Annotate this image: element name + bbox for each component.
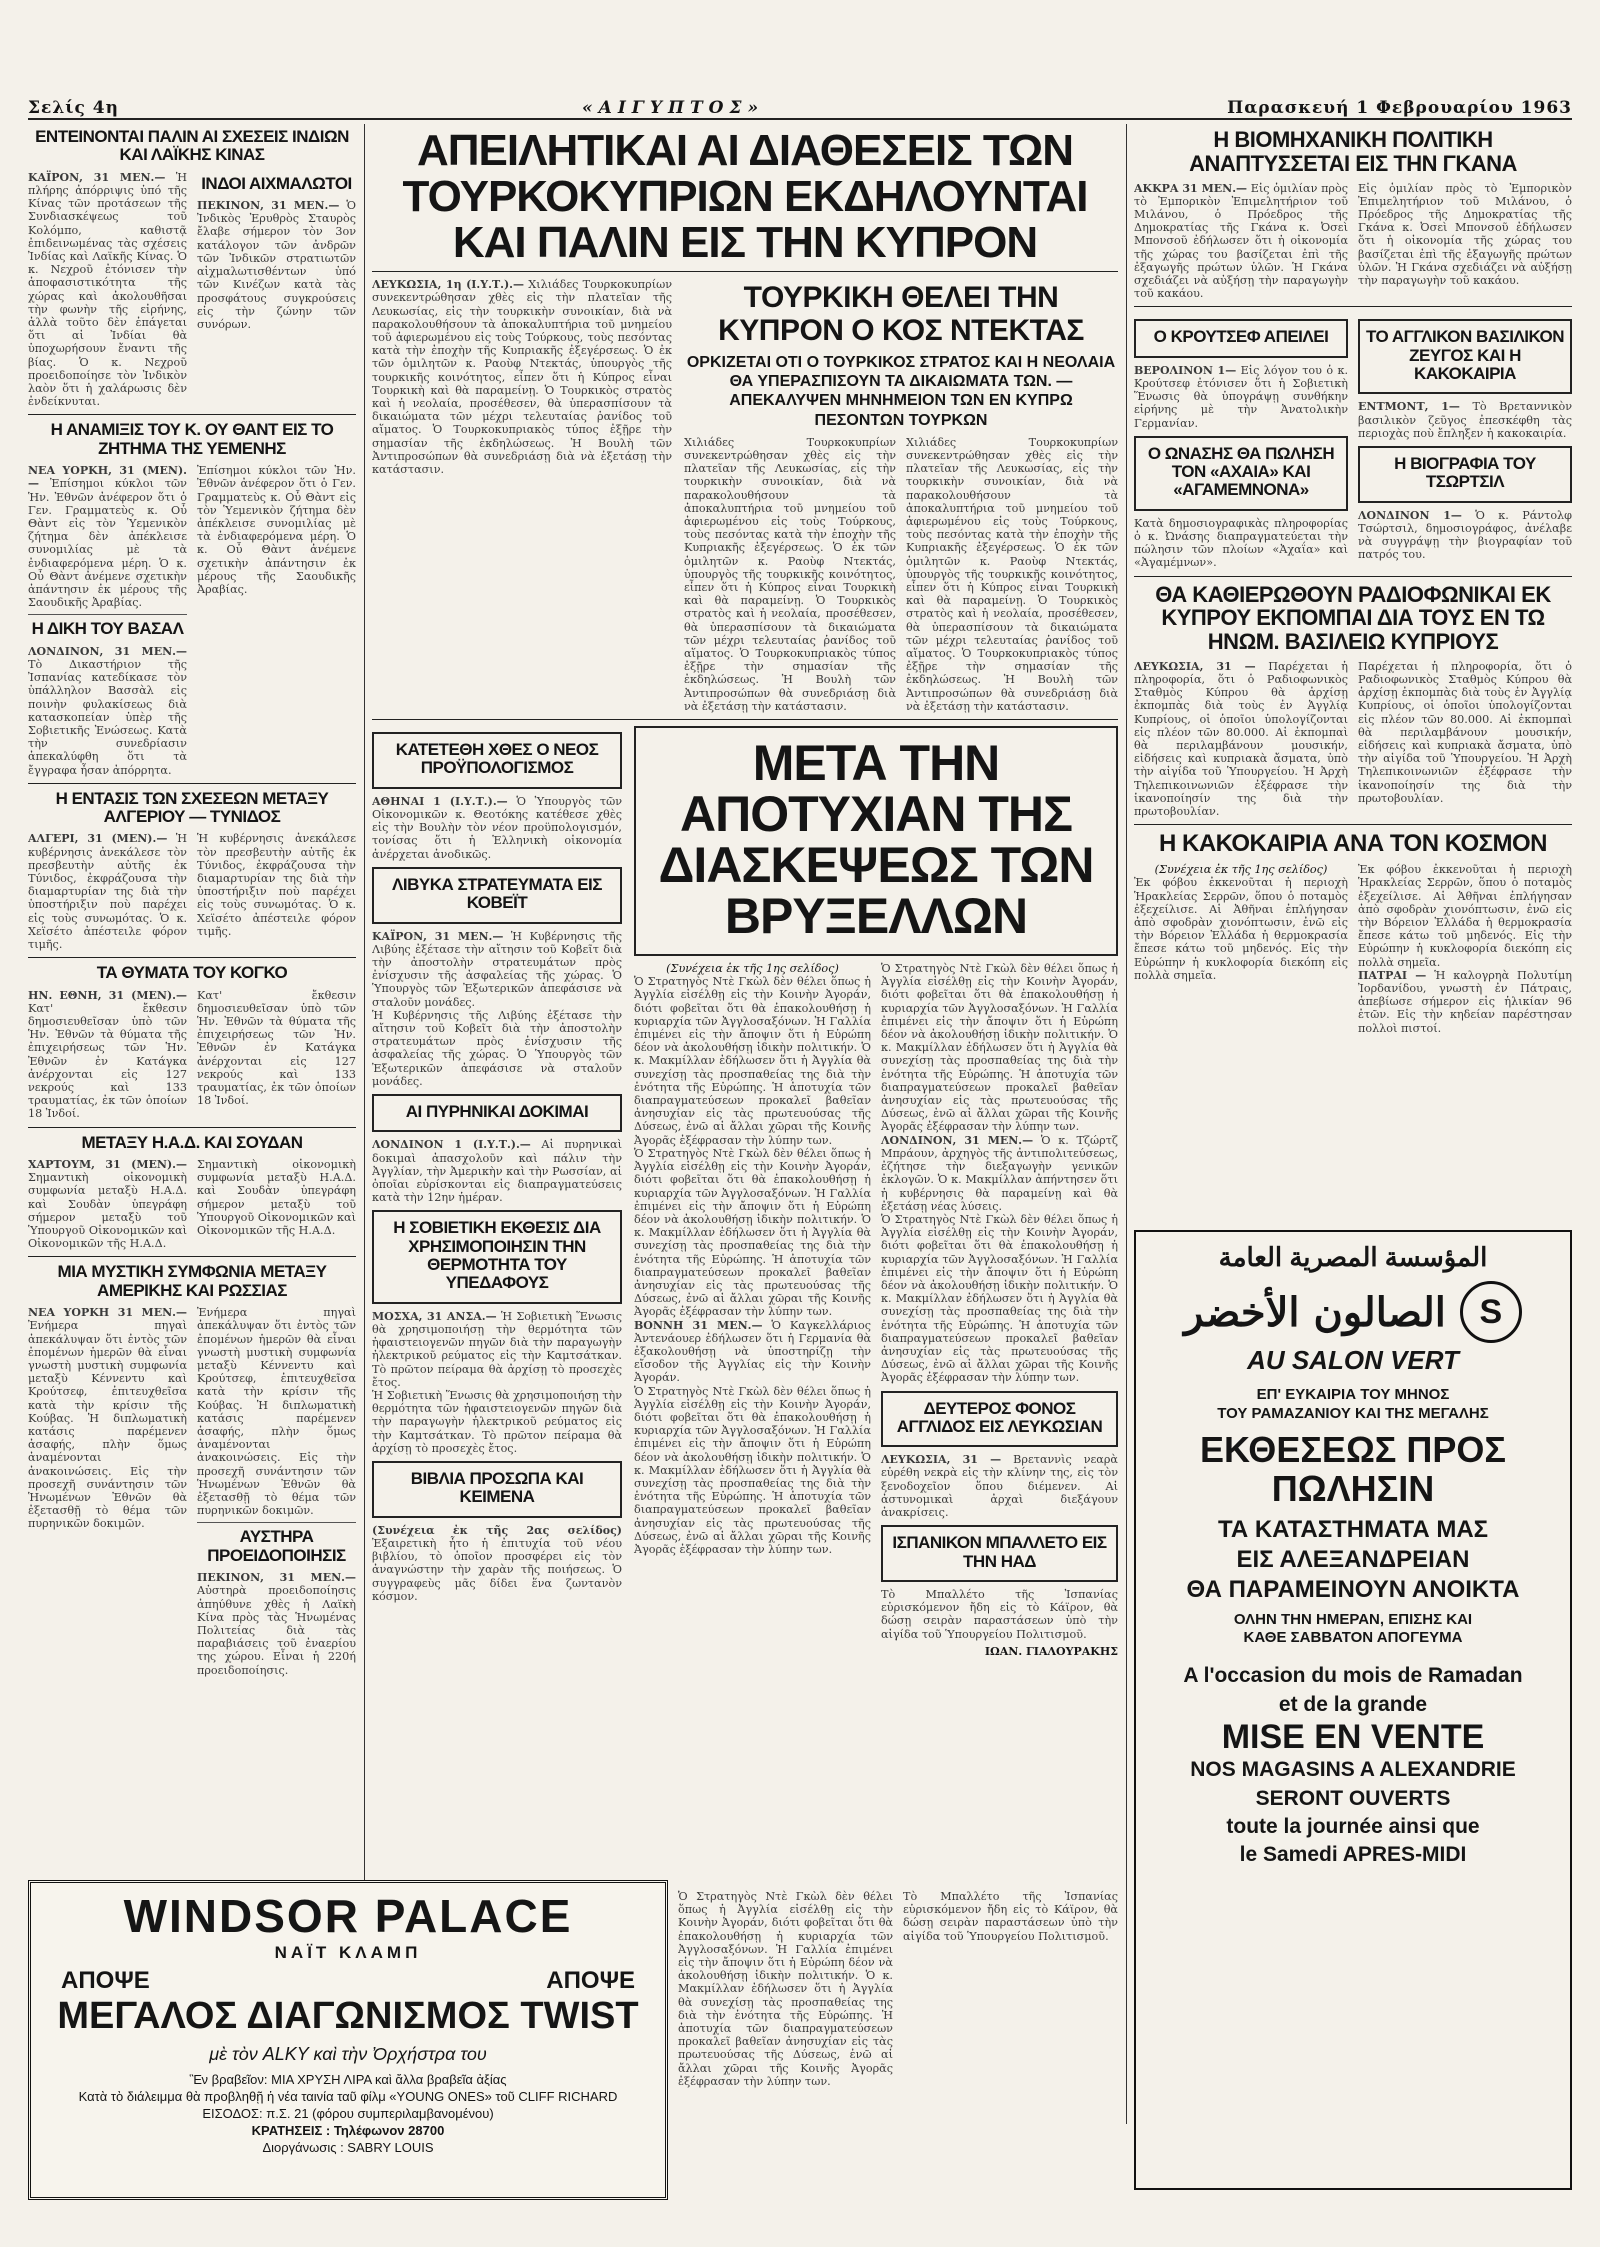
salon-emblem-icon: S	[1460, 1281, 1522, 1343]
divider	[1134, 824, 1572, 825]
article-body: Ὁ Στρατηγὸς Ντὲ Γκὼλ δὲν θέλει ὅπως ἡ Ἀγγλία εἰσέλθῃ εἰς τὴν Κοινὴν Ἀγοράν, διότι φοβεῖται ὅτι θὰ ἐπακολουθήσῃ ἡ κυριαρχία τῶν Ἀγγλοσαξόνων. Ἡ Γαλλία ἐπιμένει εἰς τὴν ἄποψιν ὅτι ἡ Εὐρώπη δέον νὰ ἀκολουθήσῃ ἰδικὴν πολιτικήν. Ὁ κ. Μακμίλλαν ἐδήλωσεν ὅτι ἡ Ἀγγλία θὰ συνεχίσῃ τὰς προσπαθείας της διὰ τὴν ἑνότητα τῆς Εὐρώπης. Ἡ ἀποτυχία τῶν διαπραγματεύσεων προκαλεῖ βαθεῖαν ἀνησυχίαν εἰς τὰς πρωτευούσας τῆς Δύσεως, ἐνῶ αἱ ἄλλαι χῶραι τῆς Κοινῆς Ἀγορᾶς ἐξέφρασαν τὴν λύπην των.	[634, 975, 871, 1147]
ad-french-text: toute la journée ainsi que	[1226, 1814, 1480, 1838]
divider	[1134, 576, 1572, 577]
headline: Η ΔΙΚΗ ΤΟΥ ΒΑΣΑΛ	[31, 619, 184, 639]
issue-date: Παρασκευή 1 Φεβρουαρίου 1963	[1227, 98, 1572, 118]
headline: Η ΒΙΟΓΡΑΦΙΑ ΤΟΥ ΤΣΩΡΤΣΙΛ	[1394, 454, 1536, 492]
lead-headline: ΑΠΕΙΛΗΤΙΚΑΙ ΑΙ ΔΙΑΘΕΣΕΙΣ ΤΩΝ ΤΟΥΡΚΟΚΥΠΡΙΩΝ ΕΚΔΗΛΟΥΝΤΑΙ ΚΑΙ ΠΑΛΙΝ ΕΙΣ ΤΗΝ ΚΥΠΡΟΝ	[402, 126, 1088, 267]
page-number: Σελίς 4η	[28, 98, 119, 118]
headline: ΤΟ ΑΓΓΛΙΚΟΝ ΒΑΣΙΛΙΚΟΝ ΖΕΥΓΟΣ ΚΑΙ Η ΚΑΚΟΚΑΙΡΙΑ	[1365, 327, 1565, 384]
sub-headline: ΤΟΥΡΚΙΚΗ ΘΕΛΕΙ ΤΗΝ ΚΥΠΡΟΝ Ο ΚΟΣ ΝΤΕΚΤΑΣ	[718, 281, 1084, 347]
ad-brand: AU SALON VERT	[1247, 1345, 1459, 1375]
headline: ΙΣΠΑΝΙΚΟΝ ΜΠΑΛΛΕΤΟ ΕΙΣ ΤΗΝ ΗΑΔ	[892, 1533, 1107, 1571]
newspaper-page	[28, 0, 1572, 2247]
headline: Ο ΩΝΑΣΗΣ ΘΑ ΠΩΛΗΣΗ ΤΟΝ «ΑΧΑΙΑ» ΚΑΙ «ΑΓΑΜΕΜΝΟΝΑ»	[1147, 443, 1335, 500]
ad-text: ΤΟΥ ΡΑΜΑΖΑΝΙΟΥ ΚΑΙ ΤΗΣ ΜΕΓΑΛΗΣ	[1217, 1404, 1489, 1422]
article-body: Ὁ Στρατηγὸς Ντὲ Γκὼλ δὲν θέλει ὅπως ἡ Ἀγγλία εἰσέλθῃ εἰς τὴν Κοινὴν Ἀγοράν, διότι φοβεῖται ὅτι θὰ ἐπακολουθήσῃ ἡ κυριαρχία τῶν Ἀγγλοσαξόνων. Ἡ Γαλλία ἐπιμένει εἰς τὴν ἄποψιν ὅτι ἡ Εὐρώπη δέον νὰ ἀκολουθήσῃ ἰδικὴν πολιτικήν. Ὁ κ. Μακμίλλαν ἐδήλωσεν ὅτι ἡ Ἀγγλία θὰ συνεχίσῃ τὰς προσπαθείας της διὰ τὴν ἑνότητα τῆς Εὐρώπης. Ἡ ἀποτυχία τῶν διαπραγματεύσεων προκαλεῖ βαθεῖαν ἀνησυχίαν εἰς τὰς πρωτευούσας τῆς Δύσεως, ἐνῶ αἱ ἄλλαι χῶραι τῆς Κοινῆς Ἀγορᾶς ἐξέφρασαν τὴν λύπην των.	[881, 1212, 1118, 1385]
dateline: ΛΟΝΔΙΝΟΝ, 31 ΜΕΝ.—	[28, 644, 187, 658]
headline: Ο ΚΡΟΥΤΣΕΦ ΑΠΕΙΛΕΙ	[1153, 327, 1329, 347]
article-body: Τὸ Μπαλλέτο τῆς Ἰσπανίας εὑρισκόμενον ἤδη εἰς τὸ Κάϊρον, θὰ δώσῃ σειρὰν παραστάσεων ὑπὸ τὴν αἰγίδα τοῦ Ὑπουργείου Πολιτισμοῦ.	[881, 1588, 1118, 1641]
headline: ΚΑΤΕΤΕΘΗ ΧΘΕΣ Ο ΝΕΟΣ ΠΡΟΫΠΟΛΟΓΙΣΜΟΣ	[395, 740, 599, 778]
ad-entry-price: ΕΙΣΟΔΟΣ: π.Σ. 21 (φόρου συμπεριλαμβανομένου)	[202, 2106, 494, 2122]
article-body: ΠΕΚΙΝΟΝ, 31 ΜΕΝ.— Αὐστηρὰ προειδοποίησις ἀπηύθυνε χθὲς ἡ Λαϊκὴ Κίνα πρὸς τὰς Ἡνωμένας Πολιτείας διὰ τὰς παραβιάσεις τοῦ ἐναερίου της χώρου. Εἶναι ἡ 220ή προειδοποίησις.	[197, 1571, 356, 1677]
salon-vert-ad	[1134, 1230, 1572, 2190]
column-rule	[364, 124, 365, 2124]
brussels-article	[634, 726, 1118, 1658]
column-rule	[1126, 124, 1127, 2124]
dateline: ΚΑΪΡΟΝ, 31 ΜΕΝ.—	[28, 170, 166, 184]
ad-venue-name: WINDSOR PALACE	[123, 1890, 573, 1942]
dateline: ΛΟΝΔΙΝΟΝ, 31 ΜΕΝ.—	[881, 1133, 1034, 1147]
article-body: ΜΟΣΧΑ, 31 ΑΝΣΑ.— Ἡ Σοβιετικὴ Ἕνωσις θὰ χρησιμοποιήσῃ τὴν θερμότητα τῶν ἡφαιστειογενῶν πηγῶν διὰ τὴν παραγωγὴν ἠλεκτρικοῦ ρεύματος εἰς τὴν Καμτσάτκαν. Τὸ πρῶτον πείραμα θὰ ἀρχίσῃ τὸ προσεχὲς ἔτος.	[372, 1309, 622, 1389]
article-body: Ἡ κυβέρνησις ἀνεκάλεσε τὸν πρεσβευτὴν αὐτῆς ἐκ Τύνιδος, ἐκφράζουσα τὴν διαμαρτυρίαν της διὰ τὴν ὑποστήριξιν ποὺ παρέχει εἰς τοὺς συνωμότας. Ὁ κ. Χεϊσέτο ἀπέστειλε φόρον τιμῆς.	[197, 832, 356, 938]
article	[28, 171, 356, 409]
masthead	[28, 96, 1572, 120]
column-left	[28, 124, 356, 2014]
dateline: ΠΑΤΡΑΙ —	[1358, 968, 1427, 982]
article-body: ΛΕΥΚΩΣΙΑ, 1η (Ι.Υ.Τ.).— Χιλιάδες Τουρκοκυπρίων συνεκεντρώθησαν χθὲς εἰς τὴν πλατεῖαν τῆς Λευκωσίας, εἰς τὴν τουρκικὴν συνοικίαν, διὰ νὰ παρακολουθήσουν τὰ ἀποκαλυπτήρια τοῦ μνημείου τοῦ ἀφιερωμένου εἰς τοὺς Τούρκους, τοὺς πεσόντας κατὰ τὴν ἐποχὴν τῆς Κυπριακῆς ἐξεγέρσεως. Ὁ ἐκ τῶν ὁμιλητῶν κ. Ραοὺφ Ντεκτάς, ὑπουργὸς τῆς τουρκικῆς κοινότητος, εἶπεν ὅτι ἡ Κύπρος εἶναι Τουρκικὴ καὶ θὰ παραμείνῃ. Ὁ Τουρκικὸς στρατὸς καὶ ἡ νεολαία, προσέθεσεν, θὰ ὑπερασπίσουν τὰ δικαιώματα τῶν μέχρι τελευταίας ῥανίδος τοῦ αἵματος. Ὁ Τουρκοκυπριακὸς τύπος ἐξῇρε τὴν σημασίαν τῆς ἐκδηλώσεως. Ἡ Βουλὴ τῶν Ἀντιπροσώπων θὰ συνεδριάσῃ διὰ νὰ ἐξετάσῃ τὴν κατάστασιν.	[372, 278, 673, 477]
article	[28, 989, 356, 1121]
divider	[1134, 306, 1572, 307]
article-body: ΛΕΥΚΩΣΙΑ, 31 — Βρεταννὶς νεαρὰ εὑρέθη νεκρὰ εἰς τὴν κλίνην της, εἰς τὸν ξενοδοχεῖον ὅπου διέμενεν. Αἱ ἀστυνομικαὶ ἀρχαὶ διεξάγουν ἀνακρίσεις.	[881, 1453, 1118, 1520]
article	[1134, 863, 1572, 1035]
divider	[372, 719, 1118, 720]
article-body: Χιλιάδες Τουρκοκυπρίων συνεκεντρώθησαν χθὲς εἰς τὴν πλατεῖαν τῆς Λευκωσίας, εἰς τὴν τουρκικὴν συνοικίαν, διὰ νὰ παρακολουθήσουν τὰ ἀποκαλυπτήρια τοῦ μνημείου τοῦ ἀφιερωμένου εἰς τοὺς Τούρκους, τοὺς πεσόντας κατὰ τὴν ἐποχὴν τῆς Κυπριακῆς ἐξεγέρσεως. Ὁ ἐκ τῶν ὁμιλητῶν κ. Ραοὺφ Ντεκτάς, ὑπουργὸς τῆς τουρκικῆς κοινότητος, εἶπεν ὅτι ἡ Κύπρος εἶναι Τουρκικὴ καὶ θὰ παραμείνῃ. Ὁ Τουρκικὸς στρατὸς καὶ ἡ νεολαία, προσέθεσεν, θὰ ὑπερασπίσουν τὰ δικαιώματα τῶν μέχρι τελευταίας ῥανίδος τοῦ αἵματος. Ὁ Τουρκοκυπριακὸς τύπος ἐξῇρε τὴν σημασίαν τῆς ἐκδηλώσεως. Ἡ Βουλὴ τῶν Ἀντιπροσώπων θὰ συνεδριάσῃ διὰ νὰ ἐξετάσῃ τὴν κατάστασιν.	[906, 435, 1118, 713]
headline: ΕΝΤΕΙΝΟΝΤΑΙ ΠΑΛΙΝ ΑΙ ΣΧΕΣΕΙΣ ΙΝΔΙΩΝ ΚΑΙ ΛΑΪΚΗΣ ΚΙΝΑΣ	[35, 127, 349, 165]
ad-organizer: Διοργάνωσις : SABRY LOUIS	[262, 2139, 434, 2155]
article-body: Παρέχεται ἡ πληροφορία, ὅτι ὁ Ραδιοφωνικὸς Σταθμὸς Κύπρου θὰ ἀρχίσῃ ἐκπομπὰς διὰ τοὺς ἐν Ἀγγλίᾳ Κυπρίους, οἱ ὁποῖοι ὑπολογίζονται εἰς πλέον τῶν 80.000. Αἱ ἐκπομπαὶ θὰ περιλαμβάνουν μουσικήν, εἰδήσεις καὶ κυπριακὰ ἄσματα, ὑπὸ τὴν αἰγίδα τοῦ Ὑπουργείου. Ἡ Ἀρχὴ Τηλεπικοινωνιῶν ἐξέφρασε τὴν ἱκανοποίησίν της διὰ τὴν πρωτοβουλίαν.	[1358, 659, 1572, 805]
dateline: ΒΟΝΝΗ 31 ΜΕΝ.—	[634, 1318, 763, 1332]
dateline: ΑΛΓΕΡΙ, 31 (ΜΕΝ).—	[28, 832, 168, 846]
article-pair	[1134, 313, 1572, 569]
headline: Η ΣΟΒΙΕΤΙΚΗ ΕΚΘΕΣΙΣ ΔΙΑ ΧΡΗΣΙΜΟΠΟΙΗΣΙΝ ΤΗΝ ΘΕΡΜΟΤΗΤΑ ΤΟΥ ΥΠΕΔΑΦΟΥΣ	[393, 1218, 601, 1293]
article-body: Χιλιάδες Τουρκοκυπρίων συνεκεντρώθησαν χθὲς εἰς τὴν πλατεῖαν τῆς Λευκωσίας, εἰς τὴν τουρκικὴν συνοικίαν, διὰ νὰ παρακολουθήσουν τὰ ἀποκαλυπτήρια τοῦ μνημείου τοῦ ἀφιερωμένου εἰς τοὺς Τούρκους, τοὺς πεσόντας κατὰ τὴν ἐποχὴν τῆς Κυπριακῆς ἐξεγέρσεως. Ὁ ἐκ τῶν ὁμιλητῶν κ. Ραοὺφ Ντεκτάς, ὑπουργὸς τῆς τουρκικῆς κοινότητος, εἶπεν ὅτι ἡ Κύπρος εἶναι Τουρκικὴ καὶ θὰ παραμείνῃ. Ὁ Τουρκικὸς στρατὸς καὶ ἡ νεολαία, προσέθεσεν, θὰ ὑπερασπίσουν τὰ δικαιώματα τῶν μέχρι τελευταίας ῥανίδος τοῦ αἵματος. Ὁ Τουρκοκυπριακὸς τύπος ἐξῇρε τὴν σημασίαν τῆς ἐκδηλώσεως. Ἡ Βουλὴ τῶν Ἀντιπροσώπων θὰ συνεδριάσῃ διὰ νὰ ἐξετάσῃ τὴν κατάστασιν.	[684, 435, 896, 713]
divider	[372, 271, 1118, 272]
ad-arabic-logo: الصالون الأخضر	[1184, 1288, 1446, 1336]
article-body: ΝΕΑ ΥΟΡΚΗ, 31 (ΜΕΝ).— Ἐπίσημοι κύκλοι τῶν Ἡν. Ἐθνῶν ἀνέφερον ὅτι ὁ Γεν. Γραμματεὺς κ. Οὖ Θὰντ εἰς τὸν Ὑεμενικὸν ζήτημα δὲν ἀπέκλεισε συνομιλίας μὲ τὰ ἐνδιαφερόμενα μέρη. Ὁ κ. Οὖ Θὰντ ἀνέμενε σχετικὴν ἀπάντησιν ἐκ μέρους τῆς Σαουδικῆς Ἀραβίας.	[28, 464, 187, 610]
lead-article	[372, 278, 1118, 713]
article-body: ΑΚΚΡΑ 31 ΜΕΝ.— Εἰς ὁμιλίαν πρὸς τὸ Ἐμπορικὸν Ἐπιμελητήριον τοῦ Μιλάνου, ὁ Πρόεδρος τῆς Δημοκρατίας τῆς Γκάνα κ. Ὀσεὶ Μπονσοῦ ἐδήλωσεν ὅτι ἡ οἰκονομία τῆς χώρας του βασίζεται ἐπὶ τῆς ἐξαγωγῆς πρώτων ὑλῶν. Ἡ Γκάνα σχεδιάζει νὰ αὐξήσῃ τὴν παραγωγὴν τοῦ κακάου.	[1134, 181, 1348, 301]
byline: ΙΩΑΝ. ΓΙΑΛΟΥΡΑΚΗΣ	[984, 1644, 1118, 1658]
divider	[28, 614, 187, 615]
divider	[28, 414, 356, 415]
article-body: ΑΛΓΕΡΙ, 31 (ΜΕΝ).— Ἡ κυβέρνησις ἀνεκάλεσε τὸν πρεσβευτὴν αὐτῆς ἐκ Τύνιδος, ἐκφράζουσα τὴν διαμαρτυρίαν της διὰ τὴν ὑποστήριξιν ποὺ παρέχει εἰς τοὺς συνωμότας. Ὁ κ. Χεϊσέτο ἀπέστειλε φόρον τιμῆς.	[28, 832, 187, 952]
article-body: ΠΕΚΙΝΟΝ, 31 ΜΕΝ.— Ὁ Ἰνδικὸς Ἐρυθρὸς Σταυρὸς ἔλαβε σήμερον τὸν 3ον κατάλογον τῶν ἀνδρῶν τῶν Ἰνδικῶν στρατιωτῶν αἰχμαλωτισθέντων ὑπό τῶν Κινέζων κατὰ τὰς προσφάτους συγκρούσεις εἰς τὴν ζώνην τῶν συνόρων.	[197, 199, 356, 331]
article-body: Κατὰ δημοσιογραφικὰς πληροφορίας ὁ κ. Ὠνάσης διαπραγματεύεται τὴν πώλησιν τῶν πλοίων «Ἀχαΐα» καὶ «Ἀγαμέμνων».	[1134, 516, 1348, 570]
ad-text: ΤΑ ΚΑΤΑΣΤΗΜΑΤΑ ΜΑΣ	[1217, 1515, 1489, 1543]
ad-event-title: ΜΕΓΑΛΟΣ ΔΙΑΓΩΝΙΣΜΟΣ TWIST	[57, 1995, 639, 2037]
ad-french-text: le Samedi APRES-MIDI	[1239, 1843, 1467, 1867]
article-body: ΚΑΪΡΟΝ, 31 ΜΕΝ.— Ἡ Κυβέρνησις τῆς Λιβύης ἐξέτασε τὴν αἴτησιν τοῦ Κοβεῖτ διὰ τὴν ἀποστολὴν στρατευμάτων πρὸς ἐνίσχυσιν τῆς ἀσφαλείας τῆς χώρας. Ὁ Ὑπουργὸς τῶν Ἐξωτερικῶν ἀπεφάσισε νὰ σταλοῦν μονάδες.	[372, 929, 622, 1009]
headline: ΤΑ ΘΥΜΑΤΑ ΤΟΥ ΚΟΓΚΟ	[96, 963, 288, 983]
ad-prizes: Ἓν βραβεῖον: ΜΙΑ ΧΡΥΣΗ ΛΙΡΑ καὶ ἄλλα βραβεῖα ἀξίας	[189, 2072, 507, 2088]
dateline: (Συνέχεια ἐκ τῆς 2ας σελίδος)	[372, 1523, 622, 1537]
article-body: Εἰς ὁμιλίαν πρὸς τὸ Ἐμπορικὸν Ἐπιμελητήριον τοῦ Μιλάνου, ὁ Πρόεδρος τῆς Δημοκρατίας τῆς Γκάνα κ. Ὀσεὶ Μπονσοῦ ἐδήλωσεν ὅτι ἡ οἰκονομία τῆς χώρας του βασίζεται ἐπὶ τῆς ἐξαγωγῆς πρώτων ὑλῶν. Ἡ Γκάνα σχεδιάζει νὰ αὐξήσῃ τὴν παραγωγὴν τοῦ κακάου.	[1358, 181, 1572, 287]
headline: ΘΑ ΚΑΘΙΕΡΩΘΟΥΝ ΡΑΔΙΟΦΩΝΙΚΑΙ ΕΚ ΚΥΠΡΟΥ ΕΚΠΟΜΠΑΙ ΔΙΑ ΤΟΥΣ ΕΝ ΤΩ ΗΝΩΜ. ΒΑΣΙΛΕΙΩ ΚΥΠΡΙΟΥΣ	[1155, 581, 1551, 655]
continuation-note: (Συνέχεια ἐκ τῆς 1ης σελίδος)	[1154, 863, 1328, 877]
article-body: Ὁ Στρατηγὸς Ντὲ Γκὼλ δὲν θέλει ὅπως ἡ Ἀγγλία εἰσέλθῃ εἰς τὴν Κοινὴν Ἀγοράν, διότι φοβεῖται ὅτι θὰ ἐπακολουθήσῃ ἡ κυριαρχία τῶν Ἀγγλοσαξόνων. Ἡ Γαλλία ἐπιμένει εἰς τὴν ἄποψιν ὅτι ἡ Εὐρώπη δέον νὰ ἀκολουθήσῃ ἰδικὴν πολιτικήν. Ὁ κ. Μακμίλλαν ἐδήλωσεν ὅτι ἡ Ἀγγλία θὰ συνεχίσῃ τὰς προσπαθείας της διὰ τὴν ἑνότητα τῆς Εὐρώπης. Ἡ ἀποτυχία τῶν διαπραγματεύσεων προκαλεῖ βαθεῖαν ἀνησυχίαν εἰς τὰς πρωτευούσας τῆς Δύσεως, ἐνῶ αἱ ἄλλαι χῶραι τῆς Κοινῆς Ἀγορᾶς ἐξέφρασαν τὴν λύπην των.	[634, 1384, 871, 1556]
article-body: Ἐνήμερα πηγαὶ ἀπεκάλυψαν ὅτι ἐντὸς τῶν ἐπομένων ἡμερῶν θὰ εἶναι γνωστὴ μυστικὴ συμφωνία μεταξὺ Κέννεντυ καὶ Κρούτσεφ, ἐπιτευχθεῖσα κατὰ τὴν κρίσιν τῆς Κούβας. Ἡ διπλωματικὴ κατάσις παρέμενεν ἀσαφής, πλὴν ὅμως ἀναμένονται ἀνακοινώσεις. Εἰς τὴν προσεχῆ συνάντησιν τῶν Ἡνωμένων Ἐθνῶν θὰ ἐξετασθῇ τὸ θέμα τῶν πυρηνικῶν δοκιμῶν.	[197, 1306, 356, 1518]
headline: ΑΥΣΤΗΡΑ ΠΡΟΕΙΔΟΠΟΙΗΣΙΣ	[207, 1527, 346, 1565]
article-body: Ἐπίσημοι κύκλοι τῶν Ἡν. Ἐθνῶν ἀνέφερον ὅτι ὁ Γεν. Γραμματεὺς κ. Οὖ Θὰντ εἰς τὸν Ὑεμενικὸν ζήτημα δὲν ἀπέκλεισε συνομιλίας μὲ τὰ ἐνδιαφερόμενα μέρη. Ὁ κ. Οὖ Θὰντ ἀνέμενε σχετικὴν ἀπάντησιν ἐκ μέρους τῆς Σαουδικῆς Ἀραβίας.	[197, 464, 356, 596]
article	[1134, 182, 1572, 301]
ad-french-text: SERONT OUVERTS	[1255, 1786, 1451, 1810]
column-center	[372, 124, 1118, 1884]
dateline: ΛΟΝΔΙΝΟΝ 1—	[1358, 508, 1462, 522]
article-body: Ἐκ φόβου ἐκκενοῦται ἡ περιοχὴ Ἡρακλείας Σερρῶν, ὅπου ὁ ποταμὸς ἐξεχείλισε. Αἱ Ἀθῆναι ἐπλήγησαν ἀπὸ σφοδρὰν χιονόπτωσιν, ἐνῶ εἰς τὴν Βόρειον Ἑλλάδα ἡ θερμοκρασία ἔπεσε κάτω τοῦ μηδενός. Εἰς τὴν Εὐρώπην ἡ κυκλοφορία διεκόπη εἰς πολλὰ σημεῖα.	[1358, 863, 1572, 969]
headline: ΜΕΤΑΞΥ Η.Α.Δ. ΚΑΙ ΣΟΥΔΑΝ	[81, 1132, 303, 1152]
article-body: ΒΟΝΝΗ 31 ΜΕΝ.— Ὁ Καγκελλάριος Ἀντενάουερ ἐδήλωσεν ὅτι ἡ Γερμανία θὰ ἐξακολουθήσῃ νὰ ὑποστηρίζῃ τὴν εἴσοδον τῆς Ἀγγλίας εἰς τὴν Κοινὴν Ἀγοράν.	[634, 1318, 871, 1385]
article-body: ΒΕΡΟΛΙΝΟΝ 1— Εἰς λόγον του ὁ κ. Κρούτσεφ ἐτόνισεν ὅτι ἡ Σοβιετικὴ Ἕνωσις θὰ ὑπογράψῃ συνθήκην εἰρήνης μὲ τὴν Ἀνατολικὴν Γερμανίαν.	[1134, 363, 1349, 430]
brussels-headline: ΜΕΤΑ ΤΗΝ ΑΠΟΤΥΧΙΑΝ ΤΗΣ ΔΙΑΣΚΕΨΕΩΣ ΤΩΝ ΒΡΥΞΕΛΛΩΝ	[658, 735, 1094, 945]
continuation-note: (Συνέχεια ἐκ τῆς 1ης σελίδος)	[666, 962, 839, 976]
article-body: ΛΟΝΔΙΝΟΝ, 31 ΜΕΝ.— Ὁ κ. Τζώρτζ Μπράουν, ἀρχηγὸς τῆς ἀντιπολιτεύσεως, ἐζήτησε τὴν διεξαγωγὴν γενικῶν ἐκλογῶν. Ὁ κ. Μακμίλλαν ἀπήντησεν ὅτι ἡ κυβέρνησις θὰ παραμείνῃ καὶ θὰ ἐξετάσῃ νέας λύσεις.	[881, 1133, 1118, 1213]
article-body: Ὁ Στρατηγὸς Ντὲ Γκὼλ δὲν θέλει ὅπως ἡ Ἀγγλία εἰσέλθῃ εἰς τὴν Κοινὴν Ἀγοράν, διότι φοβεῖται ὅτι θὰ ἐπακολουθήσῃ ἡ κυριαρχία τῶν Ἀγγλοσαξόνων. Ἡ Γαλλία ἐπιμένει εἰς τὴν ἄποψιν ὅτι ἡ Εὐρώπη δέον νὰ ἀκολουθήσῃ ἰδικὴν πολιτικήν. Ὁ κ. Μακμίλλαν ἐδήλωσεν ὅτι ἡ Ἀγγλία θὰ συνεχίσῃ τὰς προσπαθείας της διὰ τὴν ἑνότητα τῆς Εὐρώπης. Ἡ ἀποτυχία τῶν διαπραγματεύσεων προκαλεῖ βαθεῖαν ἀνησυχίαν εἰς τὰς πρωτευούσας τῆς Δύσεως, ἐνῶ αἱ ἄλλαι χῶραι τῆς Κοινῆς Ἀγορᾶς ἐξέφρασαν τὴν λύπην των.	[634, 1146, 871, 1319]
dateline: ΛΕΥΚΩΣΙΑ, 31 —	[881, 1453, 1002, 1467]
ad-text: ΕΙΣ ΑΛΕΞΑΝΔΡΕΙΑΝ	[1236, 1545, 1470, 1573]
column-center-bottom	[678, 1890, 1118, 2220]
headline: Η ΕΝΤΑΣΙΣ ΤΩΝ ΣΧΕΣΕΩΝ ΜΕΤΑΞΥ ΑΛΓΕΡΙΟΥ — ΤΥΝΙΔΟΣ	[55, 788, 329, 827]
dateline: ΕΝΤΜΟΝΤ, 1—	[1358, 400, 1460, 414]
article	[28, 464, 356, 777]
ad-arabic-header: المؤسسة المصرية العامة	[1218, 1242, 1488, 1272]
ad-french-title: MISE EN VENTE	[1221, 1717, 1485, 1756]
article	[28, 832, 356, 951]
ad-text: ΕΠ' ΕΥΚΑΙΡΙΑ ΤΟΥ ΜΗΝΟΣ	[1256, 1386, 1450, 1403]
ad-tonight-row	[41, 1967, 655, 1995]
column-center-left	[372, 726, 622, 1658]
headline: Η ΒΙΟΜΗΧΑΝΙΚΗ ΠΟΛΙΤΙΚΗ ΑΝΑΠΤΥΣΣΕΤΑΙ ΕΙΣ ΤΗΝ ΓΚΑΝΑ	[1189, 127, 1517, 176]
article-body: ΛΟΝΔΙΝΟΝ, 31 ΜΕΝ.— Τὸ Δικαστήριον τῆς Ἰσπανίας κατεδίκασε τὸν ὑπάλληλον Βασσὰλ εἰς ποινὴν φυλακίσεως διὰ κατασκοπείαν ὑπὲρ τῆς Σοβιετικῆς Ἑνώσεως. Κατὰ τὴν συνεδρίασιν ἀπεκαλύφθη ὅτι τὰ ἔγγραφα ἦσαν ἀπόρρητα.	[28, 644, 187, 777]
article	[1134, 660, 1572, 818]
divider	[28, 957, 356, 958]
ad-film-note: Κατὰ τὸ διάλειμμα θὰ προβληθῇ ἡ νέα ταινία ταῦ φίλμ «YOUNG ONES» τοῦ CLIFF RICHARD	[78, 2089, 618, 2105]
dateline: ΠΕΚΙΝΟΝ, 31 ΜΕΝ.—	[197, 199, 340, 213]
dateline: ΑΘΗΝΑΙ 1 (Ι.Υ.Τ.).—	[372, 794, 508, 808]
article-body: ΚΑΪΡΟΝ, 31 ΜΕΝ.— Ἡ πλήρης ἀπόρριψις ὑπό τῆς Κίνας τῶν προτάσεων τῆς Συνδιασκέψεως τοῦ Κολόμπο, καθιστᾷ ἐπιδεινωμένας τὰς σχέσεις Ἰνδίας καὶ Λαϊκῆς Κίνας. Ὁ κ. Νεχροῦ ἐτόνισεν τὴν ἀποφασιστικότητα τῆς χώρας καὶ ἀκολουθῆσαι τὴν φωνὴν τῆς εἰρήνης, ἀλλὰ τοῦτο δὲν ἐπάγεται ὅτι αἱ Ἰνδίαι θὰ ὑποχωρήσουν ἔναντι τῆς βίας. Ὁ κ. Νεχροῦ προειδοποίησε τὸν Ἰνδικὸν λαὸν ὅτι ἡ χαλάρωσις δὲν ἐνδείκνυται.	[28, 170, 188, 409]
article-body: (Συνέχεια ἐκ τῆς 2ας σελίδος) Ἐξαιρετικὴ ἦτο ἡ ἐπιτυχία τοῦ νέου βιβλίου, τὸ ὁποῖον προσφέρει εἰς τὸν ἀναγνώστην τὴν χαρὰν τῆς ποιήσεως. Ὁ συγγραφεὺς μᾶς δίδει ἕνα ζωντανὸν κόσμον.	[372, 1523, 622, 1603]
headline: ΔΕΥΤΕΡΟΣ ΦΟΝΟΣ ΑΓΓΛΙΔΟΣ ΕΙΣ ΛΕΥΚΩΣΙΑΝ	[896, 1398, 1103, 1436]
article-body: ΛΟΝΔΙΝΟΝ 1— Ὁ κ. Ράντολφ Τσώρτσιλ, δημοσιογράφος, ἀνέλαβε νὰ συγγράψῃ τὴν βιογραφίαν τοῦ πατρός του.	[1358, 508, 1572, 562]
divider	[28, 783, 356, 784]
dateline: ΜΟΣΧΑ, 31 ΑΝΣΑ.—	[372, 1309, 497, 1323]
article-body: ΛΟΝΔΙΝΟΝ 1 (Ι.Υ.Τ.).— Αἱ πυρηνικαὶ δοκιμαὶ ἀπασχολοῦν καὶ πάλιν τὴν Ἀγγλίαν, τὴν Ἀμερικὴν καὶ τὴν Ρωσσίαν, αἱ ὁποῖαι εὑρίσκονται εἰς διαπραγματεύσεις κατὰ τὴν 12ην ἡμέραν.	[372, 1138, 622, 1205]
divider	[197, 1522, 356, 1523]
article-body: ΠΑΤΡΑΙ — Ἡ καλογρηὰ Πολυτίμη Ἰορδανίδου, γνωστὴ ἐν Πάτραις, ἀπεβίωσε σήμερον εἰς ἡλικίαν 96 ἐτῶν. Εἰς τὴν κηδείαν παρέστησαν πολλοὶ πιστοί.	[1358, 968, 1572, 1035]
article-body: Ἐκ φόβου ἐκκενοῦται ἡ περιοχὴ Ἡρακλείας Σερρῶν, ὅπου ὁ ποταμὸς ἐξεχείλισε. Αἱ Ἀθῆναι ἐπλήγησαν ἀπὸ σφοδρὰν χιονόπτωσιν, ἐνῶ εἰς τὴν Βόρειον Ἑλλάδα ἡ θερμοκρασία ἔπεσε κάτω τοῦ μηδενός. Εἰς τὴν Εὐρώπην ἡ κυκλοφορία διεκόπη εἰς πολλὰ σημεῖα.	[1134, 876, 1348, 982]
article-body: Ἡ Κυβέρνησις τῆς Λιβύης ἐξέτασε τὴν αἴτησιν τοῦ Κοβεῖτ διὰ τὴν ἀποστολὴν στρατευμάτων πρὸς ἐνίσχυσιν τῆς ἀσφαλείας τῆς χώρας. Ὁ Ὑπουργὸς τῶν Ἐξωτερικῶν ἀπεφάσισε νὰ σταλοῦν μονάδες.	[372, 1008, 622, 1088]
ad-venue-type: ΝΑΪΤ ΚΛΑΜΠ	[274, 1943, 422, 1962]
dateline: ΛΕΥΚΩΣΙΑ, 1η (Ι.Υ.Τ.).—	[372, 278, 524, 292]
article-body: Ἡ Σοβιετικὴ Ἕνωσις θὰ χρησιμοποιήσῃ τὴν θερμότητα τῶν ἡφαιστειογενῶν πηγῶν διὰ τὴν παραγωγὴν ἠλεκτρικοῦ ρεύματος εἰς τὴν Καμτσάτκαν. Τὸ πρῶτον πείραμα θὰ ἀρχίσῃ τὸ προσεχὲς ἔτος.	[372, 1388, 622, 1455]
headline: ΑΙ ΠΥΡΗΝΙΚΑΙ ΔΟΚΙΜΑΙ	[405, 1101, 589, 1121]
headline: ΜΙΑ ΜΥΣΤΙΚΗ ΣΥΜΦΩΝΙΑ ΜΕΤΑΞΥ ΑΜΕΡΙΚΗΣ ΚΑΙ ΡΩΣΣΙΑΣ	[57, 1262, 327, 1300]
article-body: ΕΝΤΜΟΝΤ, 1— Τὸ Βρεταννικὸν βασιλικὸν ζεῦγος ἐπεσκέφθη τὰς περιοχὰς ποὺ ἔπληξεν ἡ κακοκαιρία.	[1358, 400, 1572, 440]
windsor-palace-ad	[28, 1880, 668, 2200]
ad-text: ΘΑ ΠΑΡΑΜΕΙΝΟΥΝ ΑΝΟΙΚΤΑ	[1186, 1575, 1520, 1603]
dateline: ΝΕΑ ΥΟΡΚΗ 31 ΜΕΝ.—	[28, 1306, 187, 1320]
article-body: Κατ' ἔκθεσιν δημοσιευθεῖσαν ὑπὸ τῶν Ἡν. Ἐθνῶν τὰ θύματα τῆς ἐπιχειρήσεως τῶν Ἡν. Ἐθνῶν ἐν Κατάγκα ἀνέρχονται εἰς 127 νεκρούς καὶ 133 τραυματίας, ἐκ τῶν ὁποίων 18 Ἰνδοί.	[197, 988, 356, 1108]
ad-text: ΚΑΘΕ ΣΑΒΒΑΤΟΝ ΑΠΟΓΕΥΜΑ	[1243, 1629, 1463, 1647]
dateline: ΧΑΡΤΟΥΜ, 31 (ΜΕΝ).—	[28, 1158, 187, 1172]
article-body: Σημαντικὴ οἰκονομικὴ συμφωνία μεταξὺ Η.Α.Δ. καὶ Σουδὰν ὑπεγράφη σήμερον μεταξὺ τοῦ Ὑπουργοῦ Οἰκονομικῶν καὶ Οἰκονομικῶν τῆς Η.Α.Δ.	[197, 1158, 356, 1238]
brussels-headline-box	[634, 726, 1118, 956]
headline: ΒΙΒΛΙΑ ΠΡΟΣΩΠΑ ΚΑΙ ΚΕΙΜΕΝΑ	[410, 1468, 584, 1507]
ad-french-text: NOS MAGASINS A ALEXANDRIE	[1190, 1758, 1516, 1782]
article-body: Τὸ Μπαλλέτο τῆς Ἰσπανίας εὑρισκόμενον ἤδη εἰς τὸ Κάϊρον, θὰ δώσῃ σειρὰν παραστάσεων ὑπὸ τὴν αἰγίδα τοῦ Ὑπουργείου Πολιτισμοῦ.	[903, 1890, 1118, 1943]
article-body: ΛΕΥΚΩΣΙΑ, 31 — Παρέχεται ἡ πληροφορία, ὅτι ὁ Ραδιοφωνικὸς Σταθμὸς Κύπρου θὰ ἀρχίσῃ ἐκπομπὰς διὰ τοὺς ἐν Ἀγγλίᾳ Κυπρίους, οἱ ὁποῖοι ὑπολογίζονται εἰς πλέον τῶν 80.000. Αἱ ἐκπομπαὶ θὰ περιλαμβάνουν μουσικήν, εἰδήσεις καὶ κυπριακὰ ἄσματα, ὑπὸ τὴν αἰγίδα τοῦ Ὑπουργείου. Ἡ Ἀρχὴ Τηλεπικοινωνιῶν ἐξέφρασε τὴν ἱκανοποίησίν της διὰ τὴν πρωτοβουλίαν.	[1134, 659, 1348, 819]
article	[28, 1158, 356, 1250]
lead-deck: ΟΡΚΙΖΕΤΑΙ ΟΤΙ Ο ΤΟΥΡΚΙΚΟΣ ΣΤΡΑΤΟΣ ΚΑΙ Η ΝΕΟΛΑΙΑ ΘΑ ΥΠΕΡΑΣΠΙΣΟΥΝ ΤΑ ΔΙΚΑΙΩΜΑΤΑ ΤΩΝ. — ΑΠΕΚΑΛΥΨΕΝ ΜΗΝΗΜΕΙΟΝ ΤΩΝ ΕΝ ΚΥΠΡΩ ΠΕΣΟΝΤΩΝ ΤΟΥΡΚΩΝ	[686, 354, 1116, 429]
ad-tonight-left: ΑΠΟΨΕ	[61, 1967, 150, 1994]
headline: Η ΚΑΚΟΚΑΙΡΙΑ ΑΝΑ ΤΟΝ ΚΟΣΜΟΝ	[1158, 830, 1548, 858]
ad-booking: ΚΡΑΤΗΣΕΙΣ : Τηλέφωνον 28700	[251, 2122, 445, 2138]
ad-french-text: A l'occasion du mois de Ramadan	[1183, 1664, 1523, 1688]
article-body: ΧΑΡΤΟΥΜ, 31 (ΜΕΝ).— Σημαντικὴ οἰκονομικὴ συμφωνία μεταξὺ Η.Α.Δ. καὶ Σουδὰν ὑπεγράφη σήμερον μεταξὺ τοῦ Ὑπουργοῦ Οἰκονομικῶν καὶ Οἰκονομικῶν τῆς Η.Α.Δ.	[28, 1158, 187, 1251]
dateline: ΚΑΪΡΟΝ, 31 ΜΕΝ.—	[372, 929, 504, 943]
divider	[28, 1256, 356, 1257]
article	[28, 1306, 356, 1677]
dateline: ΛΕΥΚΩΣΙΑ, 31 —	[1134, 659, 1256, 673]
article-body: Ὁ Στρατηγὸς Ντὲ Γκὼλ δὲν θέλει ὅπως ἡ Ἀγγλία εἰσέλθῃ εἰς τὴν Κοινὴν Ἀγοράν, διότι φοβεῖται ὅτι θὰ ἐπακολουθήσῃ ἡ κυριαρχία τῶν Ἀγγλοσαξόνων. Ἡ Γαλλία ἐπιμένει εἰς τὴν ἄποψιν ὅτι ἡ Εὐρώπη δέον νὰ ἀκολουθήσῃ ἰδικὴν πολιτικήν. Ὁ κ. Μακμίλλαν ἐδήλωσεν ὅτι ἡ Ἀγγλία θὰ συνεχίσῃ τὰς προσπαθείας της διὰ τὴν ἑνότητα τῆς Εὐρώπης. Ἡ ἀποτυχία τῶν διαπραγματεύσεων προκαλεῖ βαθεῖαν ἀνησυχίαν εἰς τὰς πρωτευούσας τῆς Δύσεως, ἐνῶ αἱ ἄλλαι χῶραι τῆς Κοινῆς Ἀγορᾶς ἐξέφρασαν τὴν λύπην των.	[678, 1890, 893, 2088]
article-body: Ὁ Στρατηγὸς Ντὲ Γκὼλ δὲν θέλει ὅπως ἡ Ἀγγλία εἰσέλθῃ εἰς τὴν Κοινὴν Ἀγοράν, διότι φοβεῖται ὅτι θὰ ἐπακολουθήσῃ ἡ κυριαρχία τῶν Ἀγγλοσαξόνων. Ἡ Γαλλία ἐπιμένει εἰς τὴν ἄποψιν ὅτι ἡ Εὐρώπη δέον νὰ ἀκολουθήσῃ ἰδικὴν πολιτικήν. Ὁ κ. Μακμίλλαν ἐδήλωσεν ὅτι ἡ Ἀγγλία θὰ συνεχίσῃ τὰς προσπαθείας της διὰ τὴν ἑνότητα τῆς Εὐρώπης. Ἡ ἀποτυχία τῶν διαπραγματεύσεων προκαλεῖ βαθεῖαν ἀνησυχίαν εἰς τὰς πρωτευούσας τῆς Δύσεως, ἐνῶ αἱ ἄλλαι χῶραι τῆς Κοινῆς Ἀγορᾶς ἐξέφρασαν τὴν λύπην των.	[881, 962, 1118, 1134]
divider	[28, 1127, 356, 1128]
dateline: ΗΝ. ΕΘΝΗ, 31 (ΜΕΝ).—	[28, 988, 187, 1002]
article-body: ΑΘΗΝΑΙ 1 (Ι.Υ.Τ.).— Ὁ Ὑπουργὸς τῶν Οἰκονομικῶν κ. Θεοτόκης κατέθεσε χθὲς εἰς τὴν Βουλὴν τὸν νέον προϋπολογισμόν, τονίσας ὅτι ἡ Ἑλληνικὴ οἰκονομία ἀνέρχεται ἀνοδικῶς.	[372, 794, 623, 861]
dateline: ΛΟΝΔΙΝΟΝ 1 (Ι.Υ.Τ.).—	[372, 1138, 531, 1152]
ad-band: μὲ τὸν ALKY καὶ τὴν Ὀρχήστρα του	[209, 2043, 487, 2064]
column-right	[1134, 124, 1572, 1214]
ad-logo	[1150, 1281, 1556, 1343]
headline: ΛΙΒΥΚΑ ΣΤΡΑΤΕΥΜΑΤΑ ΕΙΣ ΚΟΒΕΪΤ	[392, 874, 602, 913]
lower-center	[372, 726, 1118, 1658]
dateline: ΝΕΑ ΥΟΡΚΗ, 31 (ΜΕΝ).—	[28, 464, 187, 491]
dateline: ΑΚΚΡΑ 31 ΜΕΝ.—	[1134, 181, 1248, 195]
ad-text: ΟΛΗΝ ΤΗΝ ΗΜΕΡΑΝ, ΕΠΙΣΗΣ ΚΑΙ	[1233, 1610, 1473, 1628]
ad-french-text: et de la grande	[1278, 1692, 1428, 1716]
article-body: ΝΕΑ ΥΟΡΚΗ 31 ΜΕΝ.— Ἐνήμερα πηγαὶ ἀπεκάλυψαν ὅτι ἐντὸς τῶν ἐπομένων ἡμερῶν θὰ εἶναι γνωστὴ μυστικὴ συμφωνία μεταξὺ Κέννεντυ καὶ Κρούτσεφ, ἐπιτευχθεῖσα κατὰ τὴν κρίσιν τῆς Κούβας. Ἡ διπλωματικὴ κατάσις παρέμενεν ἀσαφής, πλὴν ὅμως ἀναμένονται ἀνακοινώσεις. Εἰς τὴν προσεχῆ συνάντησιν τῶν Ἡνωμένων Ἐθνῶν θὰ ἐξετασθῇ τὸ θέμα τῶν πυρηνικῶν δοκιμῶν.	[28, 1306, 187, 1531]
paper-title: «ΑΙΓΥΠΤΟΣ»	[582, 98, 765, 118]
ad-sale-title: ΕΚΘΕΣΕΩΣ ΠΡΟΣ ΠΩΛΗΣΙΝ	[1199, 1428, 1507, 1510]
dateline: ΠΕΚΙΝΟΝ, 31 ΜΕΝ.—	[197, 1571, 356, 1585]
headline: Η ΑΝΑΜΙΞΙΣ ΤΟΥ Κ. ΟΥ ΘΑΝΤ ΕΙΣ ΤΟ ΖΗΤΗΜΑ ΤΗΣ ΥΕΜΕΝΗΣ	[50, 420, 334, 458]
dateline: ΒΕΡΟΛΙΝΟΝ 1—	[1134, 363, 1237, 377]
article-body: ΗΝ. ΕΘΝΗ, 31 (ΜΕΝ).— Κατ' ἔκθεσιν δημοσιευθεῖσαν ὑπὸ τῶν Ἡν. Ἐθνῶν τὰ θύματα τῆς ἐπιχειρήσεως τῶν Ἡν. Ἐθνῶν ἐν Κατάγκα ἀνέρχονται εἰς 127 νεκρούς καὶ 133 τραυματίας, ἐκ τῶν ὁποίων 18 Ἰνδοί.	[28, 988, 187, 1121]
headline: ΙΝΔΟΙ ΑΙΧΜΑΛΩΤΟΙ	[201, 173, 352, 193]
ad-tonight-right: ΑΠΟΨΕ	[546, 1967, 635, 1994]
